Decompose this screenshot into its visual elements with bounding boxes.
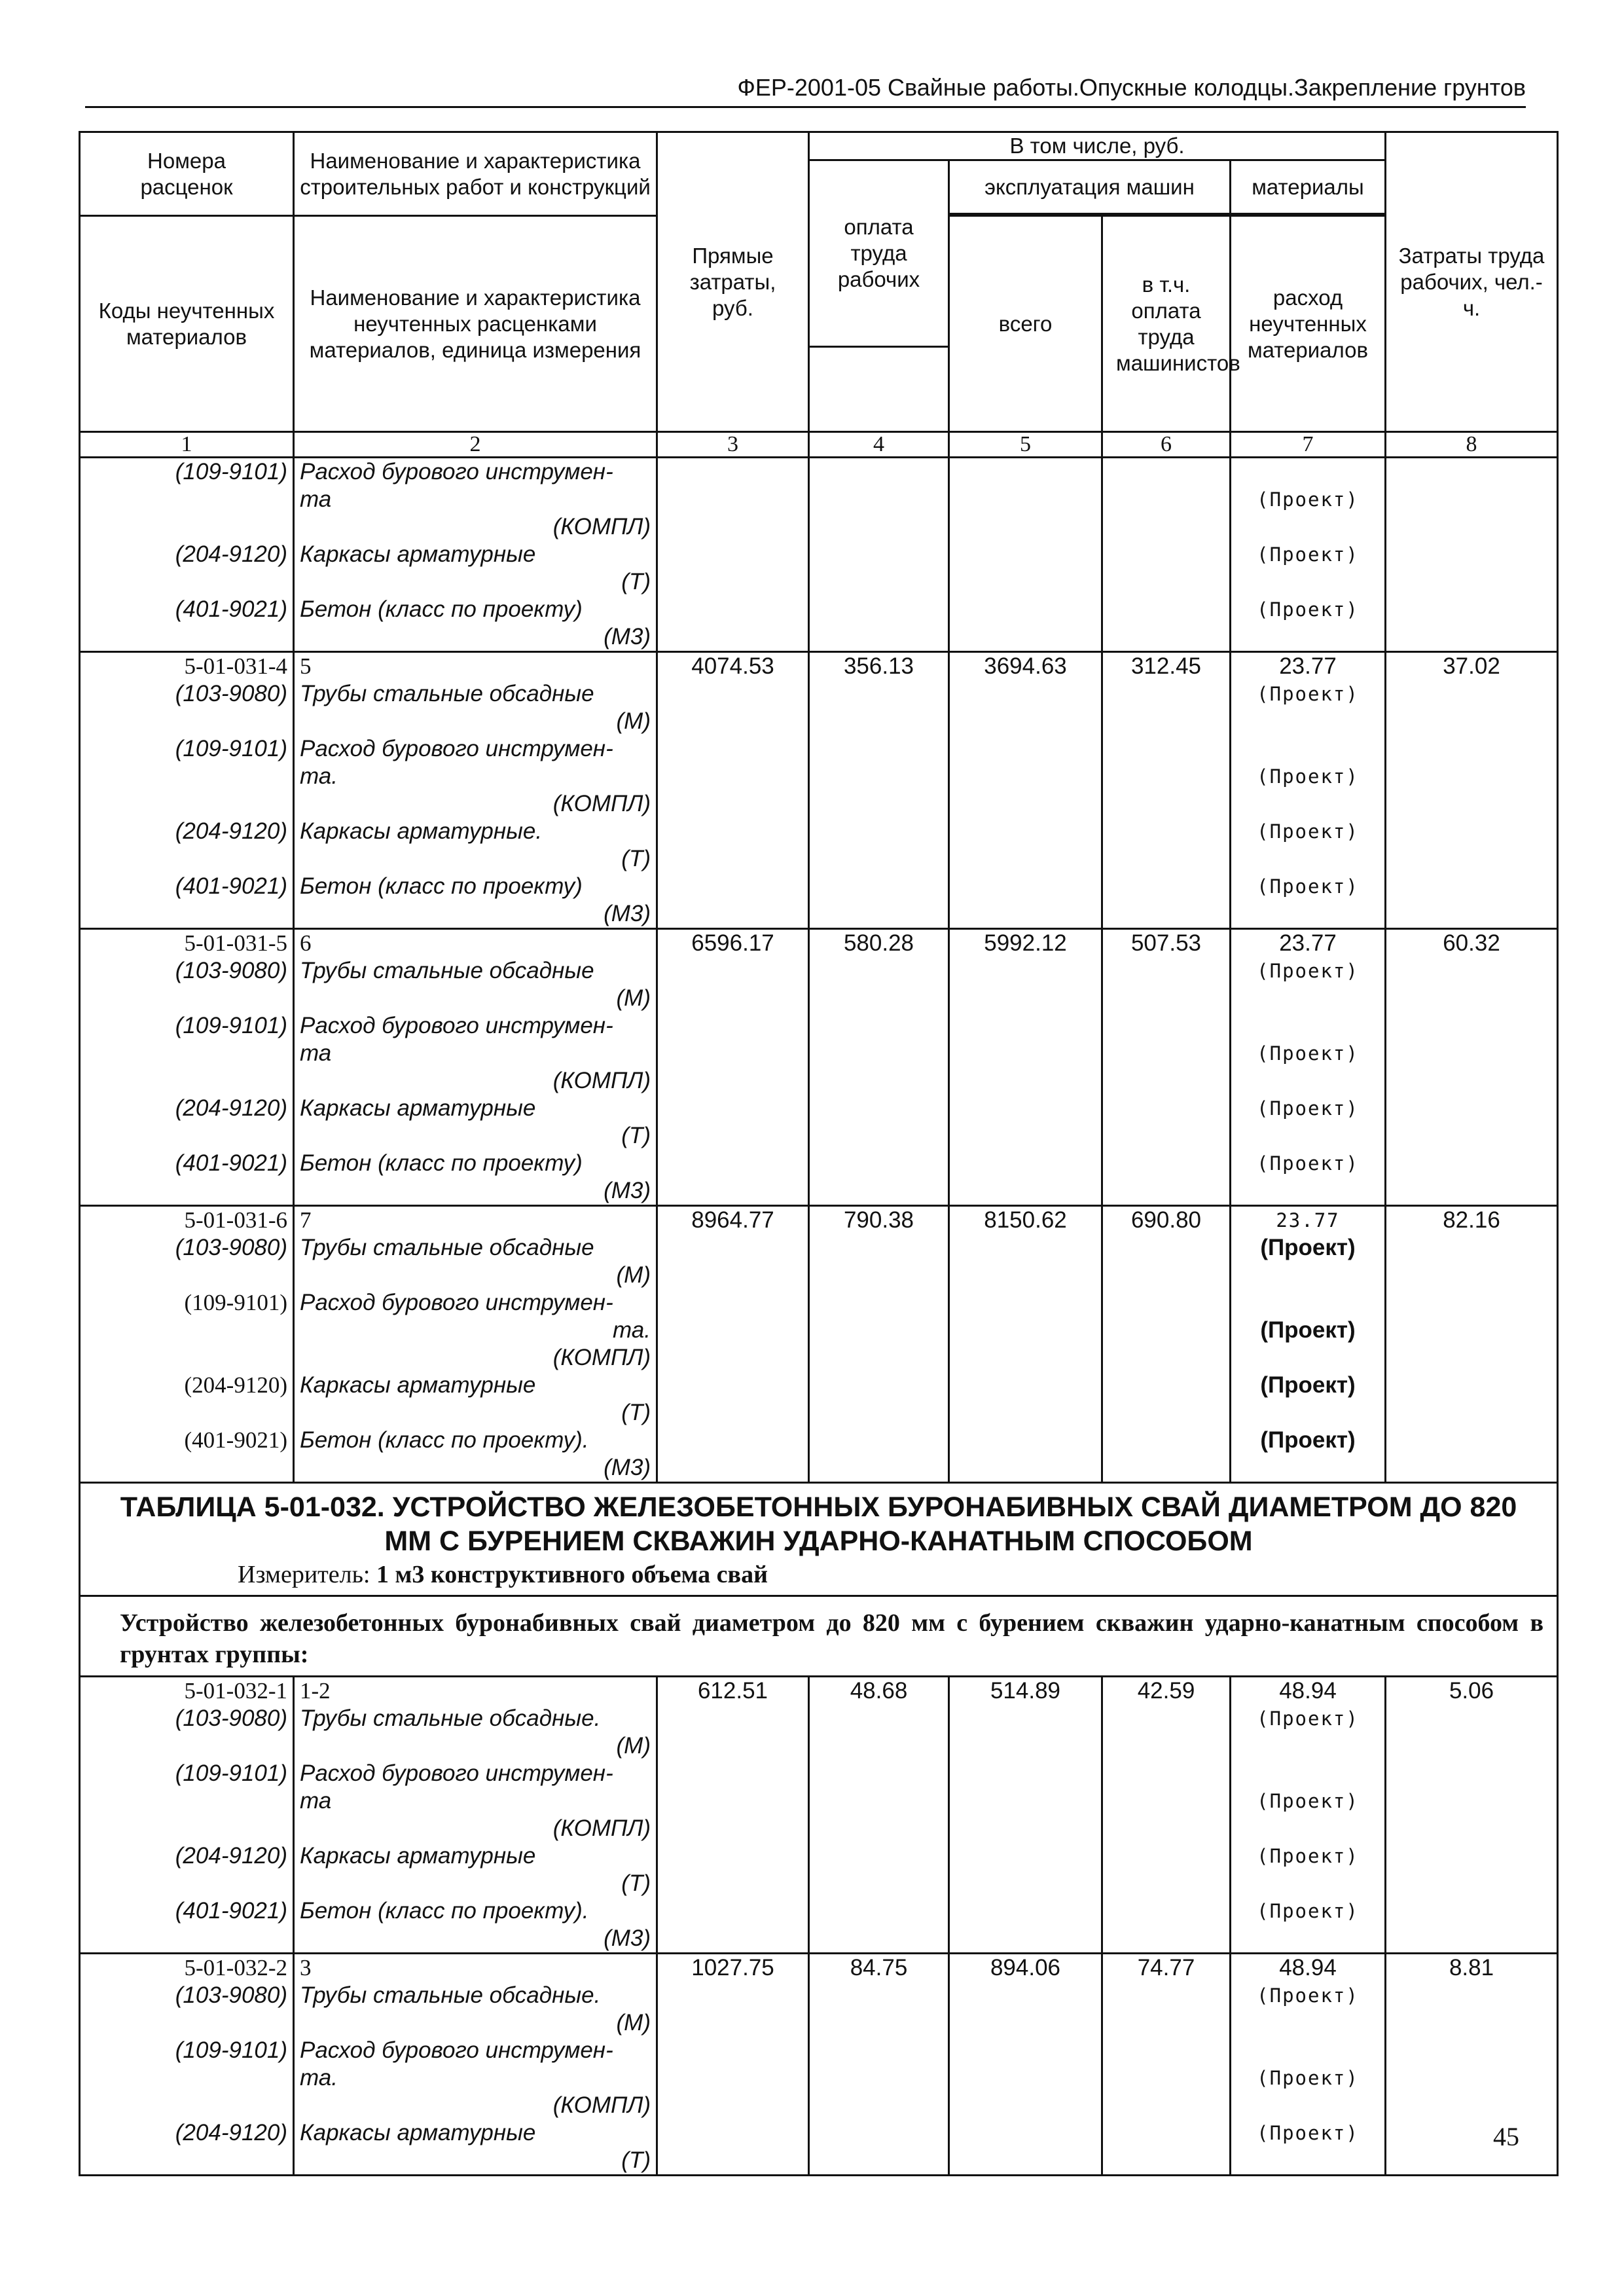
spacer <box>1236 1760 1379 1787</box>
section-title-line: ТАБЛИЦА 5-01-032. УСТРОЙСТВО ЖЕЛЕЗОБЕТОННЫХ БУРОНАБИВНЫХ СВАЙ ДИАМЕТРОМ ДО 820 <box>120 1491 1517 1523</box>
material-name: Расход бурового инструмен- <box>300 1761 613 1786</box>
worker-pay-value: 580.28 <box>843 930 914 956</box>
materials-value: 23.77 <box>1276 1209 1340 1232</box>
section-title-line: ММ С БУРЕНИЕМ СКВАЖИН УДАРНО-КАНАТНЫМ СПОСОБОМ <box>384 1525 1253 1557</box>
material-unit: (КОМПЛ) <box>552 1816 651 1841</box>
page-number: 45 <box>1493 2122 1519 2151</box>
spacer <box>1236 790 1379 818</box>
material-code: (204-9120) <box>175 818 287 844</box>
spacer <box>1236 458 1379 486</box>
materials-cell <box>1231 1206 1386 1483</box>
rate-title: 6 <box>300 930 312 956</box>
material-code: (103-9080) <box>175 681 287 706</box>
materials-cell <box>1231 1677 1386 1954</box>
material-code: (103-9080) <box>175 1982 287 2008</box>
worker-pay-cell <box>809 652 949 929</box>
material-name: Бетон (класс по проекту). <box>300 1427 589 1453</box>
material-name: Расход бурового инструмен- <box>300 1013 613 1038</box>
labor-value: 82.16 <box>1443 1207 1500 1233</box>
machines-cell <box>949 652 1102 929</box>
spacer <box>86 763 287 790</box>
project-value: (Проект) <box>1257 598 1359 621</box>
project-value: (Проект) <box>1257 960 1359 982</box>
project-value: (Проект) <box>1257 683 1359 705</box>
col-number: 6 <box>1102 432 1231 458</box>
project-value: (Проект) <box>1257 1042 1359 1065</box>
material-name-cont: та <box>300 1788 332 1814</box>
material-name: Каркасы арматурные <box>300 1095 536 1121</box>
material-code: (401-9021) <box>175 873 287 899</box>
material-name: Бетон (класс по проекту). <box>300 1898 589 1924</box>
material-name: Каркасы арматурные <box>300 1843 536 1869</box>
col-labor-costs: Затраты труда рабочих, чел.-ч. <box>1386 132 1558 432</box>
spacer <box>1236 2147 1379 2174</box>
rate-title: 7 <box>300 1207 312 1233</box>
worker-pay-value: 790.38 <box>843 1207 914 1233</box>
col-machines-group: эксплуатация машин <box>949 160 1231 214</box>
machinist-pay-value: 74.77 <box>1137 1955 1195 1980</box>
material-code: (401-9021) <box>175 1150 287 1176</box>
project-value: (Проект) <box>1257 1845 1359 1867</box>
spacer <box>86 513 287 541</box>
machines-value: 5992.12 <box>984 930 1067 956</box>
project-value: (Проект) <box>1257 1790 1359 1812</box>
spacer <box>1236 1815 1379 1842</box>
labor-cell <box>1386 1206 1558 1483</box>
code-cell <box>80 1954 294 2176</box>
col-machinist-pay: в т.ч. оплата труда машинистов <box>1102 216 1231 432</box>
project-value: (Проект) <box>1257 2067 1359 2089</box>
spacer <box>1236 1399 1379 1427</box>
spacer <box>1236 985 1379 1012</box>
material-code: (204-9120) <box>175 1843 287 1869</box>
material-code: (109-9101) <box>175 1761 287 1786</box>
spacer <box>86 708 287 735</box>
material-name-cont: та. <box>300 2065 338 2090</box>
direct-costs-value: 1027.75 <box>691 1955 774 1980</box>
material-code: (109-9101) <box>175 1013 287 1038</box>
spacer <box>86 2147 287 2174</box>
rate-row <box>80 458 1558 652</box>
spacer <box>1236 1454 1379 1482</box>
measure-label: Измеритель: <box>238 1561 370 1588</box>
spacer <box>86 1454 287 1482</box>
material-code: (204-9120) <box>175 1095 287 1121</box>
code-cell <box>80 1677 294 1954</box>
spacer <box>86 1787 287 1815</box>
spacer <box>86 1262 287 1289</box>
material-unit: (КОМПЛ) <box>552 2092 651 2118</box>
material-unit: (М3) <box>604 1925 651 1951</box>
project-value: (Проект) <box>1257 2122 1359 2144</box>
direct-costs-value: 4074.53 <box>691 653 774 679</box>
spacer <box>1236 2092 1379 2119</box>
material-unit: (Т) <box>621 569 651 594</box>
material-name: Трубы стальные обсадные. <box>300 1982 601 2008</box>
material-name: Каркасы арматурные. <box>300 818 543 844</box>
material-unit: (М) <box>616 1733 651 1759</box>
direct-cell <box>657 1954 809 2176</box>
spacer <box>1236 1925 1379 1952</box>
materials-cell <box>1231 1954 1386 2176</box>
spacer <box>1236 900 1379 928</box>
material-code: (204-9120) <box>175 2120 287 2145</box>
col-number: 5 <box>949 432 1102 458</box>
material-code: (109-9101) <box>175 459 287 484</box>
direct-costs-value: 8964.77 <box>691 1207 774 1233</box>
spacer <box>1236 1012 1379 1040</box>
rate-code: 5-01-031-5 <box>184 930 287 956</box>
rate-row <box>80 1206 1558 1483</box>
machines-value: 894.06 <box>990 1955 1061 1980</box>
machinist-cell <box>1102 652 1231 929</box>
material-name: Бетон (класс по проекту) <box>300 873 583 899</box>
col-incl-group: В том числе, руб. <box>809 132 1386 160</box>
materials-cell <box>1231 929 1386 1206</box>
material-unit: (М3) <box>604 624 651 649</box>
project-value: (Проект) <box>1257 1707 1359 1730</box>
machines-cell <box>949 1206 1102 1483</box>
direct-costs-value: 6596.17 <box>691 930 774 956</box>
project-value: (Проект) <box>1260 1235 1356 1260</box>
name-cell <box>294 929 657 1206</box>
rate-title: 3 <box>300 1955 312 1980</box>
materials-cell <box>1231 458 1386 652</box>
spacer <box>86 568 287 596</box>
labor-cell <box>1386 652 1558 929</box>
materials-cell <box>1231 652 1386 929</box>
direct-cell <box>657 1677 809 1954</box>
material-code: (109-9101) <box>184 1290 287 1315</box>
machinist-cell <box>1102 1677 1231 1954</box>
spacer <box>86 486 287 513</box>
worker-pay-value: 356.13 <box>843 653 914 679</box>
spacer <box>86 1040 287 1067</box>
section-title <box>94 1490 1543 1558</box>
project-value: (Проект) <box>1260 1372 1356 1398</box>
rate-row <box>80 652 1558 929</box>
col-unaccounted-consumption: расход неучтенных материалов <box>1231 216 1386 432</box>
material-name-cont: та. <box>300 763 338 789</box>
col-materials-group: материалы <box>1231 160 1386 214</box>
spacer <box>86 1399 287 1427</box>
materials-value: 23.77 <box>1279 930 1337 956</box>
worker-pay-cell <box>809 929 949 1206</box>
col-mat-name: Наименование и характеристика неучтенных расценками материалов, единица измерения <box>294 216 657 432</box>
section-5-01-032 <box>80 1483 1558 1677</box>
rate-code: 5-01-032-1 <box>184 1678 287 1704</box>
material-name: Бетон (класс по проекту) <box>300 1150 583 1176</box>
spacer <box>1236 1177 1379 1205</box>
material-code: (401-9021) <box>175 596 287 622</box>
col-number: 8 <box>1386 432 1558 458</box>
material-unit: (М3) <box>604 1455 651 1480</box>
direct-cell <box>657 458 809 652</box>
spacer <box>1236 735 1379 763</box>
material-name: Трубы стальные обсадные <box>300 958 594 983</box>
material-name: Бетон (класс по проекту) <box>300 596 583 622</box>
labor-value: 5.06 <box>1449 1678 1494 1704</box>
code-cell <box>80 652 294 929</box>
spacer <box>1236 1870 1379 1897</box>
material-code: (109-9101) <box>175 2037 287 2063</box>
material-name: Расход бурового инструмен- <box>300 2037 613 2063</box>
material-unit: (КОМПЛ) <box>552 791 651 816</box>
material-name: Расход бурового инструмен- <box>300 736 613 761</box>
material-unit: (КОМПЛ) <box>552 1068 651 1093</box>
project-value: (Проект) <box>1257 488 1359 511</box>
spacer <box>1236 1067 1379 1095</box>
col-number: 4 <box>809 432 949 458</box>
direct-costs-value: 612.51 <box>697 1678 768 1704</box>
spacer <box>86 1067 287 1095</box>
material-unit: (КОМПЛ) <box>552 1345 651 1370</box>
running-header: ФЕР-2001-05 Свайные работы.Опускные колодцы.Закрепление грунтов <box>85 73 1526 108</box>
spacer <box>1236 1289 1379 1317</box>
project-value: (Проект) <box>1257 543 1359 566</box>
direct-cell <box>657 1206 809 1483</box>
spacer <box>86 1344 287 1372</box>
worker-pay-cell <box>809 458 949 652</box>
rate-title: 5 <box>300 653 312 679</box>
code-cell <box>80 1206 294 1483</box>
material-name: Трубы стальные обсадные <box>300 1235 594 1260</box>
table-header <box>80 132 1558 458</box>
material-unit: (КОМПЛ) <box>552 514 651 539</box>
spacer <box>86 900 287 928</box>
col-number: 1 <box>80 432 294 458</box>
rates-table <box>79 131 1559 2176</box>
material-name: Каркасы арматурные <box>300 2120 536 2145</box>
measure-value: 1 м3 конструктивного объема свай <box>376 1561 768 1588</box>
spacer <box>86 1122 287 1150</box>
material-name: Расход бурового инструмен- <box>300 459 613 484</box>
name-cell <box>294 1954 657 2176</box>
column-numbers-row <box>80 432 1558 458</box>
material-code: (401-9021) <box>175 1898 287 1924</box>
labor-cell <box>1386 929 1558 1206</box>
col-number: 2 <box>294 432 657 458</box>
project-value: (Проект) <box>1257 820 1359 843</box>
material-name-cont: та <box>300 1040 332 1066</box>
spacer <box>86 1925 287 1952</box>
material-unit: (М) <box>616 708 651 734</box>
material-code: (109-9101) <box>175 736 287 761</box>
material-unit: (М) <box>616 1262 651 1288</box>
spacer <box>1236 1122 1379 1150</box>
labor-cell <box>1386 458 1558 652</box>
spacer <box>86 2064 287 2092</box>
spacer <box>1236 2037 1379 2064</box>
machinist-cell <box>1102 458 1231 652</box>
spacer <box>1236 1262 1379 1289</box>
material-name-cont: та. <box>613 1317 651 1343</box>
project-value: (Проект) <box>1260 1427 1356 1453</box>
material-name-cont: та <box>300 486 332 512</box>
material-unit: (Т) <box>621 1870 651 1896</box>
machinist-cell <box>1102 1954 1231 2176</box>
spacer <box>86 790 287 818</box>
col-direct-costs: Прямые затраты, руб. <box>657 132 809 432</box>
machinist-cell <box>1102 929 1231 1206</box>
material-code: (103-9080) <box>175 1706 287 1731</box>
labor-value: 37.02 <box>1443 653 1500 679</box>
rate-row <box>80 1954 1558 2176</box>
material-code: (103-9080) <box>175 958 287 983</box>
material-unit: (Т) <box>621 846 651 871</box>
labor-cell <box>1386 1677 1558 1954</box>
machines-value: 8150.62 <box>984 1207 1067 1233</box>
name-cell <box>294 1677 657 1954</box>
material-unit: (М) <box>616 985 651 1011</box>
rate-code: 5-01-032-2 <box>184 1955 287 1980</box>
machinist-cell <box>1102 1206 1231 1483</box>
col-mat-codes: Коды неучтенных материалов <box>80 216 294 432</box>
material-name: Расход бурового инструмен- <box>300 1290 613 1315</box>
worker-pay-cell <box>809 1206 949 1483</box>
table-031-body <box>80 458 1558 1483</box>
machines-cell <box>949 929 1102 1206</box>
material-unit: (Т) <box>621 2147 651 2173</box>
spacer <box>86 1732 287 1760</box>
material-code: (401-9021) <box>184 1427 287 1453</box>
rate-code: 5-01-031-6 <box>184 1207 287 1233</box>
worker-pay-value: 84.75 <box>850 1955 908 1980</box>
labor-value: 60.32 <box>1443 930 1500 956</box>
material-code: (204-9120) <box>175 541 287 567</box>
section-measure <box>94 1558 1543 1591</box>
rate-row <box>80 1677 1558 1954</box>
spacer <box>86 1870 287 1897</box>
machinist-pay-value: 690.80 <box>1130 1207 1202 1233</box>
code-cell <box>80 929 294 1206</box>
material-unit: (М) <box>616 2010 651 2035</box>
spacer <box>1236 1732 1379 1760</box>
rate-code: 5-01-031-4 <box>184 653 287 679</box>
spacer <box>1236 568 1379 596</box>
material-unit: (Т) <box>621 1400 651 1425</box>
project-value: (Проект) <box>1257 875 1359 898</box>
materials-value: 48.94 <box>1279 1955 1337 1980</box>
spacer <box>86 1317 287 1344</box>
machines-cell <box>949 458 1102 652</box>
project-value: (Проект) <box>1257 1984 1359 2007</box>
name-cell <box>294 458 657 652</box>
spacer <box>1236 845 1379 873</box>
material-unit: (Т) <box>621 1123 651 1148</box>
material-name: Каркасы арматурные <box>300 541 536 567</box>
col-worker-pay: оплата труда рабочих <box>809 160 949 347</box>
spacer <box>86 2092 287 2119</box>
direct-cell <box>657 929 809 1206</box>
materials-value: 48.94 <box>1279 1678 1337 1704</box>
material-name: Каркасы арматурные <box>300 1372 536 1398</box>
spacer <box>86 2009 287 2037</box>
worker-pay-cell <box>809 1954 949 2176</box>
spacer <box>86 623 287 651</box>
labor-cell <box>1386 1954 1558 2176</box>
spacer <box>1236 623 1379 651</box>
table-032-body <box>80 1677 1558 2176</box>
machinist-pay-value: 507.53 <box>1130 930 1202 956</box>
material-code: (204-9120) <box>184 1372 287 1398</box>
rate-title: 1-2 <box>300 1678 331 1704</box>
materials-value: 23.77 <box>1279 653 1337 679</box>
project-value: (Проект) <box>1257 765 1359 788</box>
machinist-pay-value: 42.59 <box>1137 1678 1195 1704</box>
material-code: (103-9080) <box>175 1235 287 1260</box>
name-cell <box>294 652 657 929</box>
direct-cell <box>657 652 809 929</box>
worker-pay-cell <box>809 1677 949 1954</box>
name-cell <box>294 1206 657 1483</box>
col-work-name: Наименование и характеристика строительных работ и конструкций <box>294 132 657 216</box>
col-number: 7 <box>1231 432 1386 458</box>
labor-value: 8.81 <box>1449 1955 1494 1980</box>
spacer <box>1236 708 1379 735</box>
machines-value: 514.89 <box>990 1678 1061 1704</box>
machines-cell <box>949 1677 1102 1954</box>
machinist-pay-value: 312.45 <box>1130 653 1202 679</box>
spacer <box>86 1177 287 1205</box>
code-cell <box>80 458 294 652</box>
machines-cell <box>949 1954 1102 2176</box>
project-value: (Проект) <box>1260 1317 1356 1343</box>
material-unit: (М3) <box>604 901 651 926</box>
spacer <box>86 1815 287 1842</box>
col-rate-number: Номера расценок <box>80 132 294 216</box>
worker-pay-value: 48.68 <box>850 1678 908 1704</box>
spacer <box>86 985 287 1012</box>
project-value: (Проект) <box>1257 1097 1359 1120</box>
project-value: (Проект) <box>1257 1152 1359 1175</box>
col-machines-total: всего <box>949 216 1102 432</box>
material-unit: (М3) <box>604 1178 651 1203</box>
section-subheading: Устройство железобетонных буронабивных свай диаметром до 820 мм с бурением скважин ударно-канатным способом в грунтах группы: <box>80 1596 1558 1677</box>
material-name: Трубы стальные обсадные. <box>300 1706 601 1731</box>
col-number: 3 <box>657 432 809 458</box>
spacer <box>1236 1344 1379 1372</box>
project-value: (Проект) <box>1257 1900 1359 1922</box>
spacer <box>1236 2009 1379 2037</box>
rate-row <box>80 929 1558 1206</box>
machines-value: 3694.63 <box>984 653 1067 679</box>
material-name: Трубы стальные обсадные <box>300 681 594 706</box>
spacer <box>86 845 287 873</box>
spacer <box>1236 513 1379 541</box>
